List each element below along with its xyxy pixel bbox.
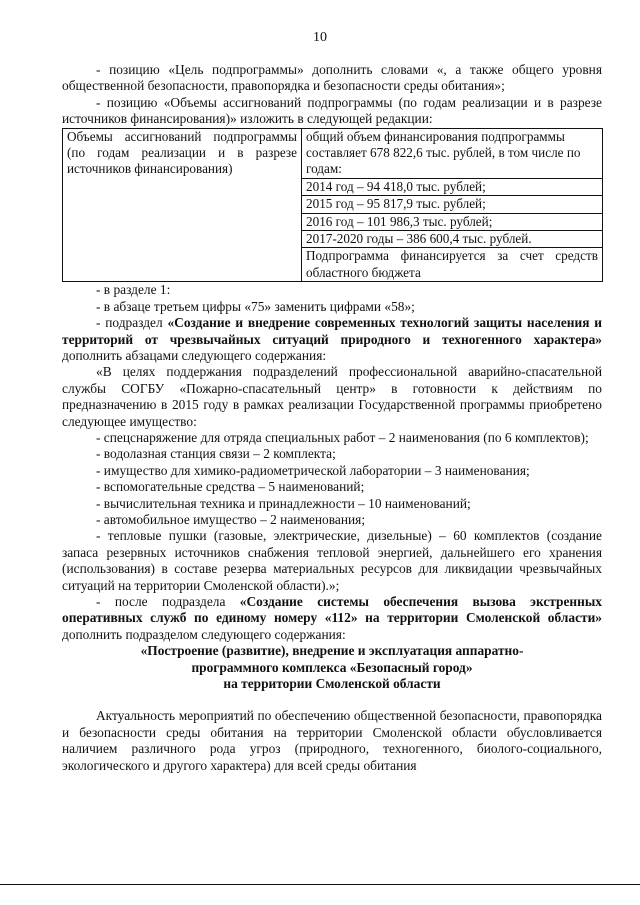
text-prefix: - подраздел <box>96 315 168 331</box>
funding-2014: 2014 год – 94 418,0 тыс. рублей; <box>302 178 602 195</box>
funding-table-values <box>302 128 603 282</box>
paragraph-relevance: Актуальность мероприятий по обеспечению общественной безопасности, правопорядка и безопасности среды обитания на территории Смоленской области обусловливается наличием различного рода угроз (природного, техногенного, биолого-социального, экологического и другого характера) для всей среды обитания <box>62 708 602 773</box>
heading-line: программного комплекса «Безопасный город» <box>191 659 473 675</box>
list-item: - вспомогательные средства – 5 наименований; <box>96 479 365 495</box>
subsection-title: «Создание системы обеспечения вызова экстренных оперативных служб по единому номеру «112» на территории Смоленской области» <box>62 594 603 626</box>
page-number: 10 <box>313 30 327 45</box>
subsection-title: «Создание и внедрение современных технологий защиты населения и территорий от чрезвычайных ситуаций природного и техногенного характера» <box>62 315 602 347</box>
list-item: - водолазная станция связи – 2 комплекта; <box>96 446 336 462</box>
paragraph-funding-amendment: - позицию «Объемы ассигнований подпрограммы (по годам реализации и в разрезе источников финансирования)» изложить в следующей редакции: <box>62 94 602 127</box>
funding-source: Подпрограмма финансируется за счет средств областного бюджета <box>302 247 602 281</box>
paragraph-goal-amendment: - позицию «Цель подпрограммы» дополнить словами «, а также общего уровня общественной безопасности, правопорядка и безопасности среды обитания»; <box>62 62 602 94</box>
heading-line: «Построение (развитие), внедрение и эксплуатация аппаратно- <box>140 643 524 659</box>
heading-line: на территории Смоленской области <box>223 676 441 692</box>
paragraph-digits-replace: - в абзаце третьем цифры «75» заменить цифрами «58»; <box>96 298 415 314</box>
text-suffix: дополнить абзацами следующего содержания: <box>62 347 327 363</box>
funding-2015: 2015 год – 95 817,9 тыс. рублей; <box>302 195 602 212</box>
text-prefix: - после подраздела <box>96 594 240 609</box>
paragraph-subsection-modern-tech <box>62 315 602 364</box>
list-item: - автомобильное имущество – 2 наименования; <box>96 511 366 527</box>
funding-table-label <box>63 128 302 282</box>
list-item: - тепловые пушки (газовые, электрические, дизельные) – 60 комплектов (создание запаса резервных источников снабжения тепловой энергией, дальнейшего его хранения (использования) в составе резерва материальных ресурсов для ликвидации чрезвычайных ситуаций на территории Смоленской области).»; <box>62 528 602 593</box>
text-suffix: дополнить подразделом следующего содержания: <box>62 626 346 642</box>
funding-label-text: Объемы ассигнований подпрограммы (по годам реализации и в разрезе источников финансирования) <box>67 128 297 177</box>
paragraph-section-1: - в разделе 1: <box>96 282 171 298</box>
funding-2016: 2016 год – 101 986,3 тыс. рублей; <box>302 213 602 230</box>
funding-table <box>62 128 603 283</box>
funding-table-row <box>63 128 603 282</box>
paragraph-after-112 <box>62 594 602 643</box>
section-heading <box>62 643 602 692</box>
footer-divider <box>0 884 640 885</box>
funding-2017-2020: 2017-2020 годы – 386 600,4 тыс. рублей. <box>302 230 602 247</box>
list-item: - имущество для химико-радиометрической лаборатории – 3 наименования; <box>96 462 530 478</box>
list-item: - спецснаряжение для отряда специальных работ – 2 наименования (по 6 комплектов); <box>96 429 589 445</box>
document-body <box>62 62 602 774</box>
paragraph-acquisition: «В целях поддержания подразделений профессиональной аварийно-спасательной службы СОГБУ «Пожарно-спасательный центр» в готовности к действиям по предназначению в 2015 году в рамках реализации Государственной программы приобретено следующее имущество: <box>62 364 602 429</box>
funding-total: общий объем финансирования подпрограммы составляет 678 822,6 тыс. рублей, в том числе по годам: <box>306 128 581 177</box>
list-item: - вычислительная техника и принадлежности – 10 наименований; <box>96 495 471 511</box>
